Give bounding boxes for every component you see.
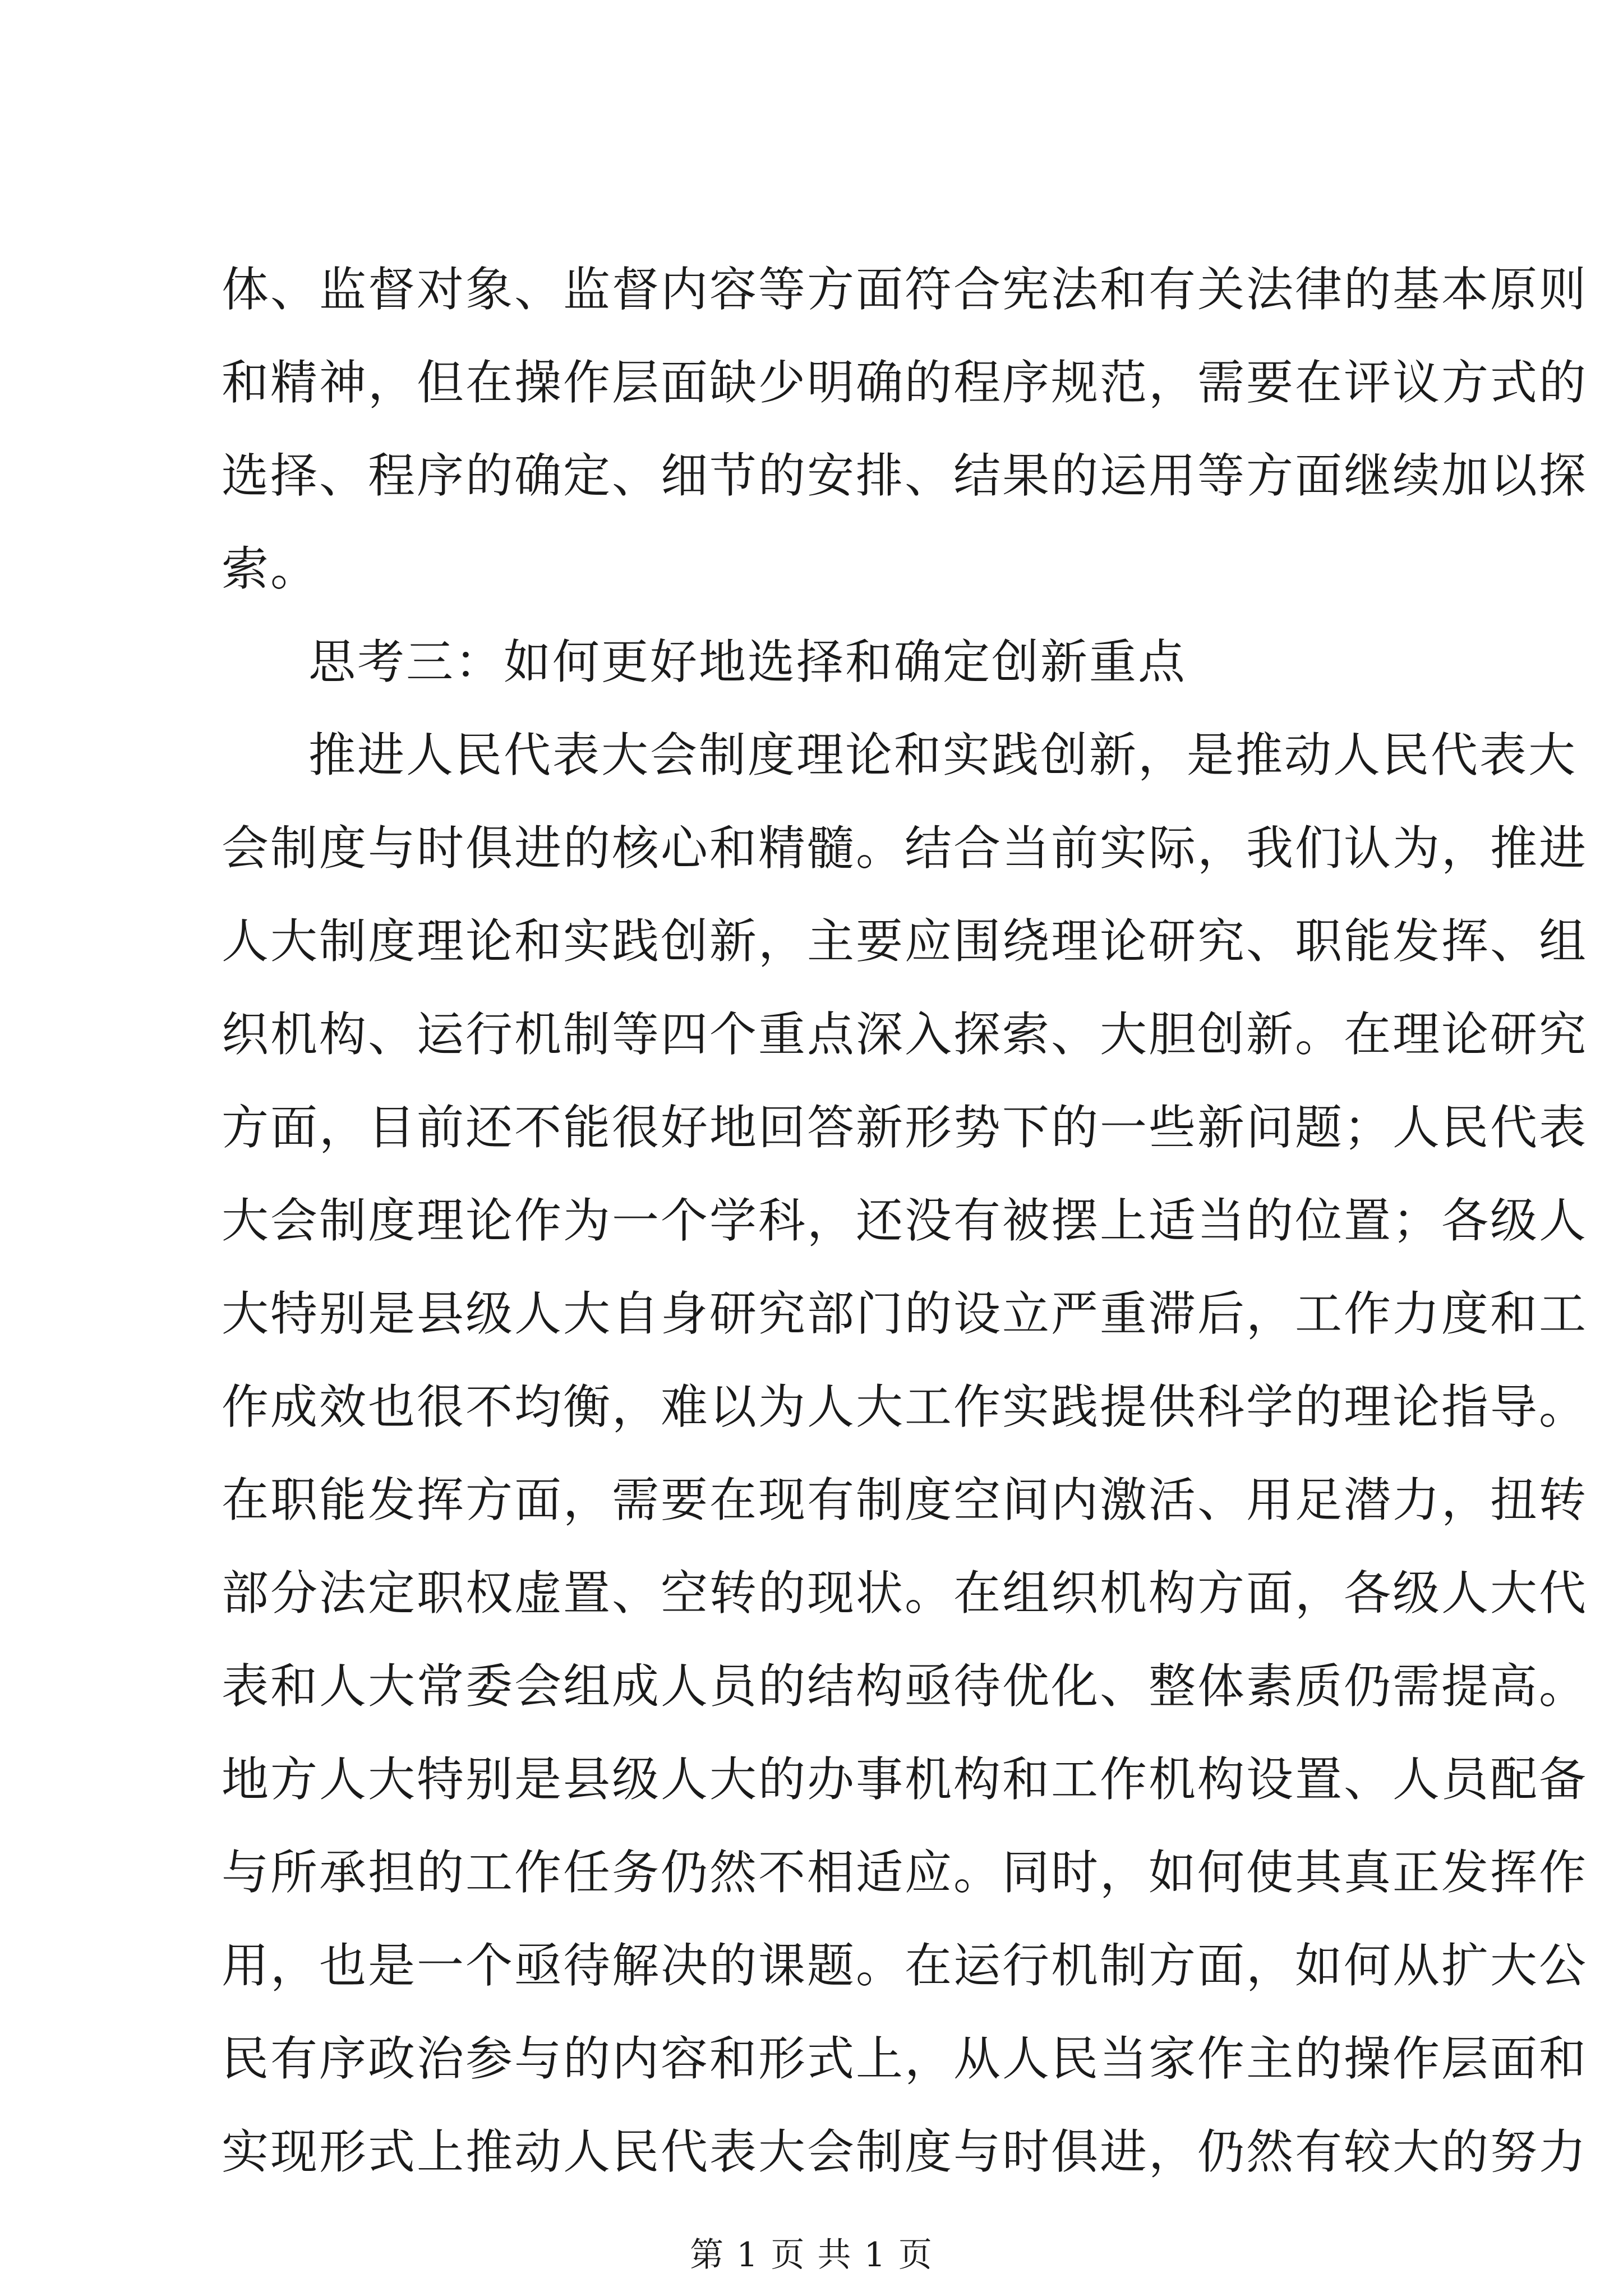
paragraph-2-line-10: 部分法定职权虚置、空转的现状。在组织机构方面，各级人大代 [222,1566,1588,1621]
paragraph-2-line-15: 民有序政治参与的内容和形式上，从人民当家作主的操作层面和 [222,2031,1588,2086]
paragraph-2-line-6: 大会制度理论作为一个学科，还没有被摆上适当的位置；各级人 [222,1193,1588,1248]
paragraph-2-line-13: 与所承担的工作任务仍然不相适应。同时，如何使其真正发挥作 [222,1845,1588,1900]
paragraph-2-line-9: 在职能发挥方面，需要在现有制度空间内激活、用足潜力，扭转 [222,1473,1588,1527]
paragraph-1-line-2: 和精神，但在操作层面缺少明确的程序规范，需要在评议方式的 [222,355,1588,410]
paragraph-1-line-4: 索。 [222,541,320,596]
paragraph-2-line-11: 表和人大常委会组成人员的结构亟待优化、整体素质仍需提高。 [222,1659,1588,1714]
page-footer: 第 1 页 共 1 页 [690,2235,933,2275]
section-heading: 思考三：如何更好地选择和确定创新重点 [308,634,1187,689]
paragraph-2-line-12: 地方人大特别是县级人大的办事机构和工作机构设置、人员配备 [222,1752,1588,1807]
paragraph-2-line-8: 作成效也很不均衡，难以为人大工作实践提供科学的理论指导。 [222,1379,1588,1434]
paragraph-2-line-14: 用，也是一个亟待解决的课题。在运行机制方面，如何从扩大公 [222,1938,1588,1993]
paragraph-2-line-4: 织机构、运行机制等四个重点深入探索、大胆创新。在理论研究 [222,1007,1588,1062]
paragraph-1-line-3: 选择、程序的确定、细节的安排、结果的运用等方面继续加以探 [222,448,1588,503]
paragraph-2-line-16: 实现形式上推动人民代表大会制度与时俱进，仍然有较大的努力 [222,2124,1588,2179]
paragraph-2-line-5: 方面，目前还不能很好地回答新形势下的一些新问题；人民代表 [222,1100,1588,1155]
paragraph-2-line-3: 人大制度理论和实践创新，主要应围绕理论研究、职能发挥、组 [222,914,1588,969]
paragraph-2-line-7: 大特别是县级人大自身研究部门的设立严重滞后，工作力度和工 [222,1286,1588,1341]
paragraph-1-line-1: 体、监督对象、监督内容等方面符合宪法和有关法律的基本原则 [222,262,1588,317]
paragraph-2-line-1: 推进人民代表大会制度理论和实践创新，是推动人民代表大 [308,728,1578,783]
paragraph-2-line-2: 会制度与时俱进的核心和精髓。结合当前实际，我们认为，推进 [222,821,1588,876]
